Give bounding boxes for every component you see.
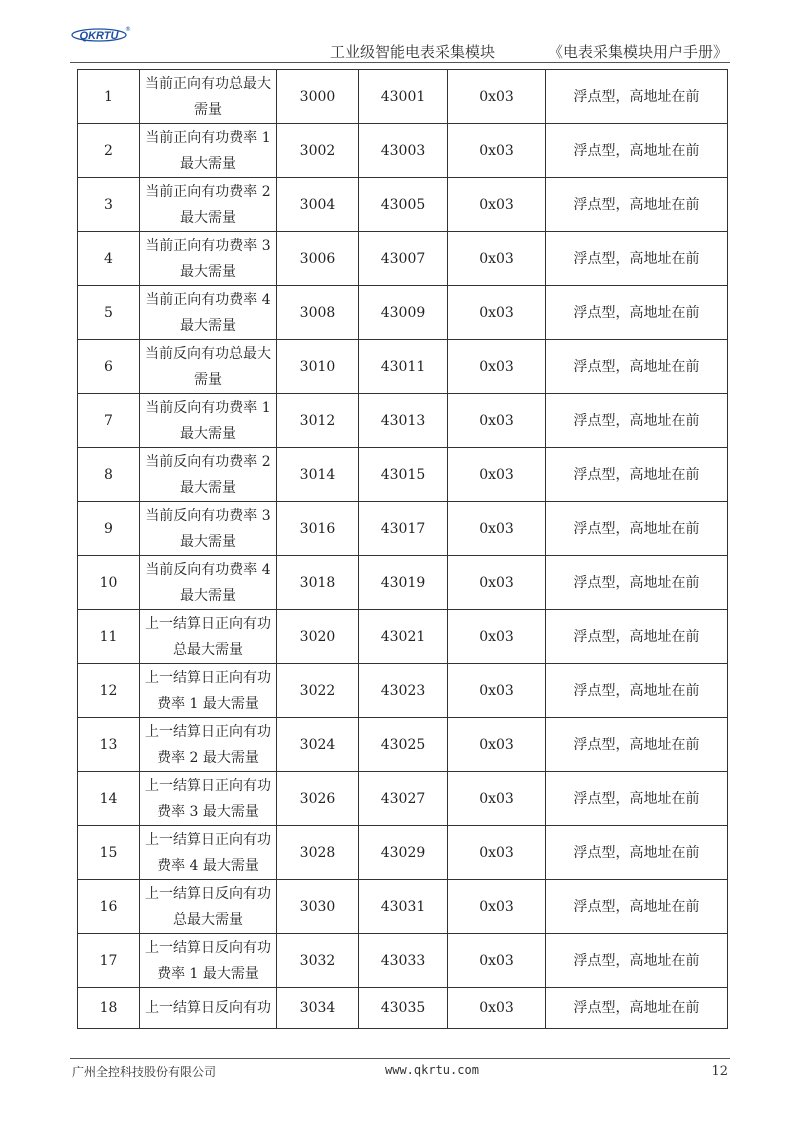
function-code-cell: 0x03 (448, 772, 546, 826)
register-offset-cell: 3020 (277, 610, 359, 664)
function-code-cell: 0x03 (448, 880, 546, 934)
table-row (78, 610, 728, 664)
row-number-cell: 16 (78, 880, 140, 934)
register-offset-cell: 3026 (277, 772, 359, 826)
table-row (78, 556, 728, 610)
register-table (77, 69, 728, 1029)
data-format-cell: 浮点型，高地址在前 (546, 232, 728, 286)
data-format-cell: 浮点型，高地址在前 (546, 880, 728, 934)
table-row (78, 232, 728, 286)
row-number-cell: 18 (78, 988, 140, 1029)
data-format-cell: 浮点型，高地址在前 (546, 556, 728, 610)
row-number-cell: 1 (78, 70, 140, 124)
parameter-name-cell: 当前正向有功费率 4 最大需量 (140, 286, 277, 340)
register-offset-cell: 3006 (277, 232, 359, 286)
register-offset-cell: 3012 (277, 394, 359, 448)
function-code-cell: 0x03 (448, 178, 546, 232)
function-code-cell: 0x03 (448, 610, 546, 664)
table-row (78, 880, 728, 934)
row-number-cell: 15 (78, 826, 140, 880)
table-row (78, 124, 728, 178)
table-row (78, 934, 728, 988)
register-address-cell: 43005 (359, 178, 448, 232)
parameter-name-cell: 上一结算日正向有功费率 1 最大需量 (140, 664, 277, 718)
register-address-cell: 43033 (359, 934, 448, 988)
data-format-cell: 浮点型，高地址在前 (546, 124, 728, 178)
parameter-name-cell: 当前反向有功费率 4 最大需量 (140, 556, 277, 610)
table-row (78, 286, 728, 340)
parameter-name-cell: 当前正向有功费率 1 最大需量 (140, 124, 277, 178)
function-code-cell: 0x03 (448, 286, 546, 340)
table-row (78, 988, 728, 1029)
parameter-name-cell: 上一结算日反向有功 (140, 988, 277, 1029)
register-offset-cell: 3034 (277, 988, 359, 1029)
register-address-cell: 43015 (359, 448, 448, 502)
row-number-cell: 14 (78, 772, 140, 826)
register-offset-cell: 3018 (277, 556, 359, 610)
register-offset-cell: 3010 (277, 340, 359, 394)
register-table-body (78, 70, 728, 1029)
register-address-cell: 43017 (359, 502, 448, 556)
register-address-cell: 43011 (359, 340, 448, 394)
logo-text: QKRTU (79, 30, 119, 42)
table-row (78, 826, 728, 880)
data-format-cell: 浮点型，高地址在前 (546, 70, 728, 124)
register-address-cell: 43013 (359, 394, 448, 448)
register-address-cell: 43027 (359, 772, 448, 826)
function-code-cell: 0x03 (448, 988, 546, 1029)
register-address-cell: 43001 (359, 70, 448, 124)
data-format-cell: 浮点型，高地址在前 (546, 448, 728, 502)
register-offset-cell: 3000 (277, 70, 359, 124)
register-offset-cell: 3008 (277, 286, 359, 340)
header-rule (70, 62, 730, 63)
function-code-cell: 0x03 (448, 502, 546, 556)
function-code-cell: 0x03 (448, 448, 546, 502)
row-number-cell: 6 (78, 340, 140, 394)
data-format-cell: 浮点型，高地址在前 (546, 610, 728, 664)
data-format-cell: 浮点型，高地址在前 (546, 772, 728, 826)
register-address-cell: 43019 (359, 556, 448, 610)
parameter-name-cell: 当前正向有功总最大需量 (140, 70, 277, 124)
row-number-cell: 8 (78, 448, 140, 502)
register-offset-cell: 3032 (277, 934, 359, 988)
register-offset-cell: 3014 (277, 448, 359, 502)
function-code-cell: 0x03 (448, 232, 546, 286)
table-row (78, 664, 728, 718)
register-offset-cell: 3024 (277, 718, 359, 772)
register-address-cell: 43003 (359, 124, 448, 178)
parameter-name-cell: 当前正向有功费率 2 最大需量 (140, 178, 277, 232)
register-address-cell: 43021 (359, 610, 448, 664)
document-title: 工业级智能电表采集模块 (330, 43, 496, 61)
parameter-name-cell: 上一结算日反向有功费率 1 最大需量 (140, 934, 277, 988)
function-code-cell: 0x03 (448, 394, 546, 448)
data-format-cell: 浮点型，高地址在前 (546, 718, 728, 772)
data-format-cell: 浮点型，高地址在前 (546, 664, 728, 718)
table-row (78, 178, 728, 232)
row-number-cell: 11 (78, 610, 140, 664)
data-format-cell: 浮点型，高地址在前 (546, 502, 728, 556)
register-offset-cell: 3030 (277, 880, 359, 934)
register-address-cell: 43023 (359, 664, 448, 718)
parameter-name-cell: 当前反向有功总最大需量 (140, 340, 277, 394)
register-offset-cell: 3004 (277, 178, 359, 232)
footer-company: 广州全控科技股份有限公司 (72, 1065, 217, 1079)
data-format-cell: 浮点型，高地址在前 (546, 340, 728, 394)
footer-url: www.qkrtu.com (385, 1063, 479, 1077)
table-row (78, 502, 728, 556)
parameter-name-cell: 上一结算日正向有功费率 3 最大需量 (140, 772, 277, 826)
table-row (78, 772, 728, 826)
table-row (78, 718, 728, 772)
manual-title: 《电表采集模块用户手册》 (547, 43, 728, 61)
register-offset-cell: 3028 (277, 826, 359, 880)
logo-registered-mark: ® (125, 26, 131, 33)
row-number-cell: 3 (78, 178, 140, 232)
data-format-cell: 浮点型，高地址在前 (546, 988, 728, 1029)
row-number-cell: 10 (78, 556, 140, 610)
function-code-cell: 0x03 (448, 70, 546, 124)
function-code-cell: 0x03 (448, 664, 546, 718)
table-row (78, 70, 728, 124)
parameter-name-cell: 当前正向有功费率 3 最大需量 (140, 232, 277, 286)
table-row (78, 394, 728, 448)
data-format-cell: 浮点型，高地址在前 (546, 286, 728, 340)
parameter-name-cell: 当前反向有功费率 1 最大需量 (140, 394, 277, 448)
data-format-cell: 浮点型，高地址在前 (546, 934, 728, 988)
parameter-name-cell: 上一结算日正向有功总最大需量 (140, 610, 277, 664)
row-number-cell: 17 (78, 934, 140, 988)
register-offset-cell: 3016 (277, 502, 359, 556)
function-code-cell: 0x03 (448, 340, 546, 394)
footer-rule (70, 1058, 730, 1059)
parameter-name-cell: 上一结算日正向有功费率 2 最大需量 (140, 718, 277, 772)
register-offset-cell: 3022 (277, 664, 359, 718)
parameter-name-cell: 上一结算日正向有功费率 4 最大需量 (140, 826, 277, 880)
row-number-cell: 2 (78, 124, 140, 178)
row-number-cell: 4 (78, 232, 140, 286)
data-format-cell: 浮点型，高地址在前 (546, 394, 728, 448)
company-logo (70, 24, 130, 46)
register-address-cell: 43031 (359, 880, 448, 934)
row-number-cell: 13 (78, 718, 140, 772)
register-address-cell: 43009 (359, 286, 448, 340)
row-number-cell: 7 (78, 394, 140, 448)
parameter-name-cell: 当前反向有功费率 2 最大需量 (140, 448, 277, 502)
parameter-name-cell: 当前反向有功费率 3 最大需量 (140, 502, 277, 556)
parameter-name-cell: 上一结算日反向有功总最大需量 (140, 880, 277, 934)
function-code-cell: 0x03 (448, 124, 546, 178)
function-code-cell: 0x03 (448, 934, 546, 988)
data-format-cell: 浮点型，高地址在前 (546, 178, 728, 232)
register-offset-cell: 3002 (277, 124, 359, 178)
register-address-cell: 43007 (359, 232, 448, 286)
data-format-cell: 浮点型，高地址在前 (546, 826, 728, 880)
table-row (78, 340, 728, 394)
function-code-cell: 0x03 (448, 556, 546, 610)
table-row (78, 448, 728, 502)
page-number: 12 (711, 1064, 728, 1079)
function-code-cell: 0x03 (448, 718, 546, 772)
register-address-cell: 43029 (359, 826, 448, 880)
row-number-cell: 12 (78, 664, 140, 718)
row-number-cell: 9 (78, 502, 140, 556)
register-address-cell: 43025 (359, 718, 448, 772)
function-code-cell: 0x03 (448, 826, 546, 880)
register-address-cell: 43035 (359, 988, 448, 1029)
row-number-cell: 5 (78, 286, 140, 340)
